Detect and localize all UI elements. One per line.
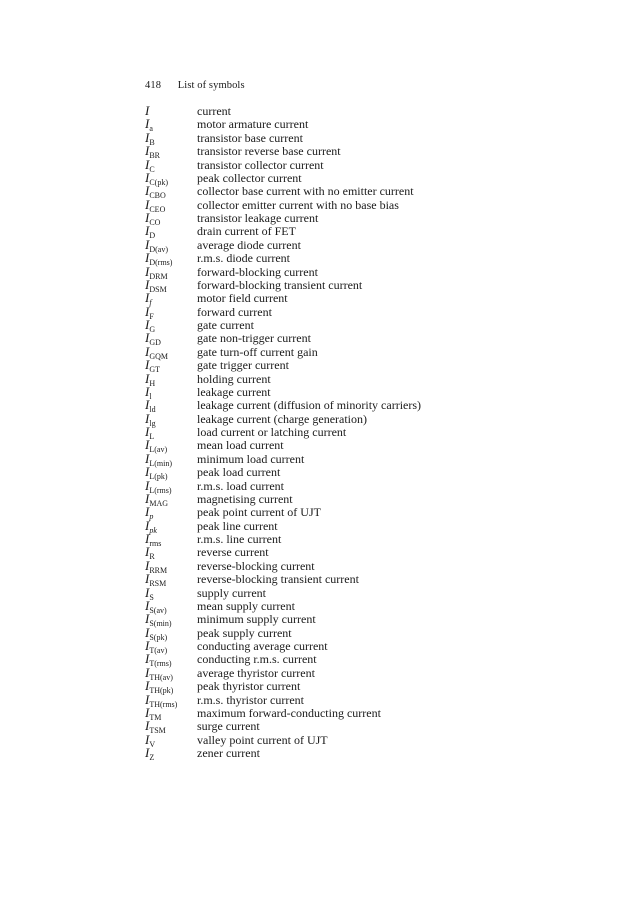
symbol-base: I bbox=[145, 504, 150, 520]
symbol-subscript: S bbox=[149, 592, 154, 602]
symbol-base: I bbox=[145, 183, 150, 199]
symbol-subscript: S(min) bbox=[149, 619, 172, 629]
symbol-subscript: L(min) bbox=[149, 458, 173, 468]
symbol-entry bbox=[145, 183, 625, 201]
symbol-base: I bbox=[145, 383, 150, 399]
symbol-base: I bbox=[145, 638, 150, 653]
symbol-subscript: GQM bbox=[149, 351, 169, 361]
symbol-subscript: F bbox=[149, 311, 154, 321]
symbol-subscript: DSM bbox=[149, 284, 167, 294]
symbol-description: leakage current bbox=[197, 384, 271, 399]
symbol-entry bbox=[145, 678, 625, 696]
symbol-base: I bbox=[145, 330, 150, 346]
symbol-description: peak collector current bbox=[197, 170, 302, 185]
symbol-base: I bbox=[145, 210, 150, 225]
symbol-description: drain current of FET bbox=[197, 224, 296, 239]
symbol-entry bbox=[145, 223, 625, 241]
symbol-description: average thyristor current bbox=[197, 665, 315, 680]
symbol-entry bbox=[145, 169, 625, 187]
symbol-entry bbox=[145, 383, 625, 401]
symbol-description: peak line current bbox=[197, 518, 278, 533]
symbol-entry bbox=[145, 638, 625, 655]
symbol-subscript: l bbox=[149, 391, 152, 401]
symbol bbox=[145, 745, 197, 761]
symbol-description: motor armature current bbox=[197, 117, 309, 132]
symbol-base: I bbox=[145, 236, 150, 252]
symbol-subscript: T(av) bbox=[149, 646, 168, 655]
symbol-base: I bbox=[145, 156, 150, 172]
symbol-base: I bbox=[145, 718, 150, 734]
symbol-description: r.m.s. line current bbox=[197, 532, 282, 546]
symbol-subscript: TH(pk) bbox=[149, 686, 174, 696]
symbol-base: I bbox=[145, 571, 150, 587]
symbol-base: I bbox=[145, 450, 150, 466]
symbol-base: I bbox=[145, 678, 150, 694]
symbol-base: I bbox=[145, 370, 150, 386]
symbol-description: minimum supply current bbox=[197, 612, 316, 627]
symbol-entry bbox=[145, 250, 625, 268]
symbol-subscript: CO bbox=[149, 218, 161, 227]
symbol-subscript: GD bbox=[149, 338, 161, 348]
symbol-subscript: pk bbox=[149, 525, 157, 535]
symbol-entry bbox=[145, 116, 625, 134]
symbol-base: I bbox=[145, 651, 150, 667]
symbol-description: peak supply current bbox=[197, 625, 292, 640]
symbol-subscript: G bbox=[149, 325, 156, 334]
symbol-base: I bbox=[145, 531, 150, 546]
symbol-subscript: p bbox=[149, 512, 154, 522]
symbol-entry bbox=[145, 745, 625, 762]
symbol-subscript: TM bbox=[149, 712, 162, 722]
symbol-subscript: D(av) bbox=[149, 244, 168, 254]
symbol-subscript: RRM bbox=[149, 565, 168, 575]
symbol-subscript: a bbox=[149, 124, 153, 134]
symbol-base: I bbox=[145, 704, 150, 720]
symbol-description: surge current bbox=[197, 719, 260, 734]
symbol-subscript: S(av) bbox=[149, 605, 167, 615]
symbol-entry bbox=[145, 357, 625, 375]
symbol-base: I bbox=[145, 517, 150, 533]
symbol-subscript: RSM bbox=[149, 579, 167, 589]
symbol-description: valley point current of UJT bbox=[197, 732, 328, 747]
symbol-description: gate turn-off current gain bbox=[197, 344, 318, 359]
symbol-description: reverse current bbox=[197, 545, 269, 560]
symbol-subscript: CBO bbox=[149, 191, 166, 201]
symbol-subscript: B bbox=[149, 137, 155, 147]
symbol-description: holding current bbox=[197, 371, 271, 386]
symbol-base: I bbox=[145, 276, 150, 292]
symbol-entry bbox=[145, 129, 625, 147]
symbol-base: I bbox=[145, 169, 150, 185]
symbol-subscript: R bbox=[149, 552, 155, 562]
symbol-description: transistor collector current bbox=[197, 157, 324, 172]
symbol-entry bbox=[145, 718, 625, 736]
symbol-base: I bbox=[145, 223, 150, 239]
symbol-description: collector base current with no emitter current bbox=[197, 184, 414, 199]
symbol-subscript: C(pk) bbox=[149, 177, 169, 187]
symbol-base: I bbox=[145, 597, 150, 613]
symbol-entry bbox=[145, 424, 625, 441]
symbol-entry bbox=[145, 317, 625, 334]
symbol-list bbox=[145, 103, 625, 762]
symbol-entry bbox=[145, 597, 625, 615]
symbol-subscript: lg bbox=[149, 418, 156, 428]
symbol-entry bbox=[145, 517, 625, 535]
symbol-description: peak load current bbox=[197, 465, 281, 480]
symbol-description: leakage current (charge generation) bbox=[197, 411, 368, 426]
symbol-description: gate trigger current bbox=[197, 358, 289, 373]
symbol-entry bbox=[145, 557, 625, 575]
symbol-description: r.m.s. diode current bbox=[197, 251, 290, 266]
symbol-subscript: rms bbox=[149, 539, 162, 548]
symbol-subscript: TH(rms) bbox=[149, 699, 178, 709]
symbol-description: supply current bbox=[197, 585, 266, 600]
symbol-subscript: L(av) bbox=[149, 445, 168, 455]
symbol-base: I bbox=[145, 343, 150, 359]
symbol-entry bbox=[145, 397, 625, 415]
symbol-base: I bbox=[145, 116, 150, 132]
symbol-entry bbox=[145, 103, 625, 116]
symbol-subscript: T(rms) bbox=[149, 659, 172, 669]
symbol-base: I bbox=[145, 477, 150, 493]
symbol-description: average diode current bbox=[197, 237, 301, 252]
symbol-description: r.m.s. load current bbox=[197, 478, 284, 493]
symbol-description: mean supply current bbox=[197, 598, 295, 613]
symbol-description: forward current bbox=[197, 304, 272, 319]
symbol-description: motor field current bbox=[197, 291, 288, 306]
symbol-base: I bbox=[145, 290, 150, 306]
symbol-subscript: H bbox=[149, 378, 156, 388]
symbol-base: I bbox=[145, 731, 150, 747]
symbol-subscript: S(pk) bbox=[149, 632, 168, 642]
symbol-description: zener current bbox=[197, 746, 260, 760]
symbol-base: I bbox=[145, 103, 150, 118]
page-number: 418 bbox=[145, 80, 162, 91]
symbol-entry bbox=[145, 330, 625, 348]
running-header bbox=[145, 80, 625, 91]
symbol-subscript: D bbox=[149, 231, 156, 241]
symbol-description: peak point current of UJT bbox=[197, 505, 321, 520]
symbol-entry bbox=[145, 143, 625, 161]
symbol-entry bbox=[145, 236, 625, 254]
symbol-base: I bbox=[145, 143, 150, 159]
symbol-subscript: ld bbox=[149, 405, 156, 415]
symbol-entry bbox=[145, 531, 625, 548]
symbol-subscript: L(pk) bbox=[149, 472, 168, 482]
symbol-base: I bbox=[145, 250, 150, 266]
symbol-base: I bbox=[145, 357, 150, 373]
symbol-base: I bbox=[145, 490, 150, 506]
symbol-subscript: TH(av) bbox=[149, 672, 173, 682]
symbol-subscript: f bbox=[149, 298, 152, 308]
symbol-description: conducting average current bbox=[197, 639, 328, 653]
symbol-base: I bbox=[145, 317, 150, 332]
symbol-base: I bbox=[145, 196, 150, 212]
symbol-base: I bbox=[145, 129, 150, 145]
symbol-subscript: C bbox=[149, 164, 155, 174]
symbol-subscript: DRM bbox=[149, 271, 168, 281]
symbol-description: leakage current (diffusion of minority carriers) bbox=[197, 398, 422, 413]
symbol-subscript: MAG bbox=[149, 498, 169, 508]
symbol-base: I bbox=[145, 303, 150, 319]
symbol-base: I bbox=[145, 544, 150, 560]
symbol-description: forward-blocking transient current bbox=[197, 277, 363, 292]
symbol-description: transistor base current bbox=[197, 130, 303, 145]
symbol-description: conducting r.m.s. current bbox=[197, 652, 317, 667]
symbol-base: I bbox=[145, 424, 150, 439]
symbol-description: transistor leakage current bbox=[197, 211, 319, 225]
symbol-base: I bbox=[145, 664, 150, 680]
symbol-subscript: D(rms) bbox=[149, 258, 173, 268]
symbol-description: maximum forward-conducting current bbox=[197, 705, 381, 720]
symbol-description: reverse-blocking transient current bbox=[197, 572, 359, 587]
symbol-base: I bbox=[145, 624, 150, 640]
symbol-subscript: Z bbox=[149, 753, 155, 762]
symbol-description: current bbox=[197, 104, 231, 118]
symbol-entry bbox=[145, 571, 625, 589]
symbol-base: I bbox=[145, 611, 150, 627]
symbol-description: peak thyristor current bbox=[197, 679, 301, 694]
symbol-description: transistor reverse base current bbox=[197, 144, 341, 159]
symbol-base: I bbox=[145, 464, 150, 480]
symbol-description: gate current bbox=[197, 318, 254, 332]
symbol-description: collector emitter current with no base bias bbox=[197, 197, 399, 212]
symbol-base: I bbox=[145, 397, 150, 413]
symbol-subscript: TSM bbox=[149, 726, 166, 736]
symbol-description: minimum load current bbox=[197, 451, 305, 466]
symbol-base: I bbox=[145, 584, 150, 600]
symbol-entry bbox=[145, 437, 625, 455]
symbol-description: reverse-blocking current bbox=[197, 558, 315, 573]
symbol-subscript: L bbox=[149, 432, 155, 441]
symbol-entry bbox=[145, 464, 625, 482]
symbol-subscript: GT bbox=[149, 365, 161, 375]
symbol-subscript: CEO bbox=[149, 204, 166, 214]
symbol-description: magnetising current bbox=[197, 491, 293, 506]
symbol-base: I bbox=[145, 745, 150, 760]
symbol-description: gate non-trigger current bbox=[197, 331, 311, 346]
symbol-entry bbox=[145, 544, 625, 562]
symbol-description: forward-blocking current bbox=[197, 264, 318, 279]
symbol-entry bbox=[145, 651, 625, 669]
symbol-subscript: L(rms) bbox=[149, 485, 172, 495]
symbol-entry bbox=[145, 611, 625, 629]
symbol-description: mean load current bbox=[197, 438, 284, 453]
symbol-base: I bbox=[145, 691, 150, 707]
symbol-entry bbox=[145, 504, 625, 522]
symbol-base: I bbox=[145, 263, 150, 279]
symbol-entry bbox=[145, 290, 625, 308]
symbol-base: I bbox=[145, 437, 150, 453]
symbol-description: load current or latching current bbox=[197, 425, 347, 439]
document-page bbox=[145, 80, 625, 762]
symbol-base: I bbox=[145, 557, 150, 573]
running-title: List of symbols bbox=[177, 80, 245, 91]
symbol-description: r.m.s. thyristor current bbox=[197, 692, 304, 707]
symbol-subscript: V bbox=[149, 739, 156, 749]
symbol-subscript: BR bbox=[149, 151, 161, 161]
symbol-base: I bbox=[145, 410, 150, 426]
symbol-entry bbox=[145, 303, 625, 321]
